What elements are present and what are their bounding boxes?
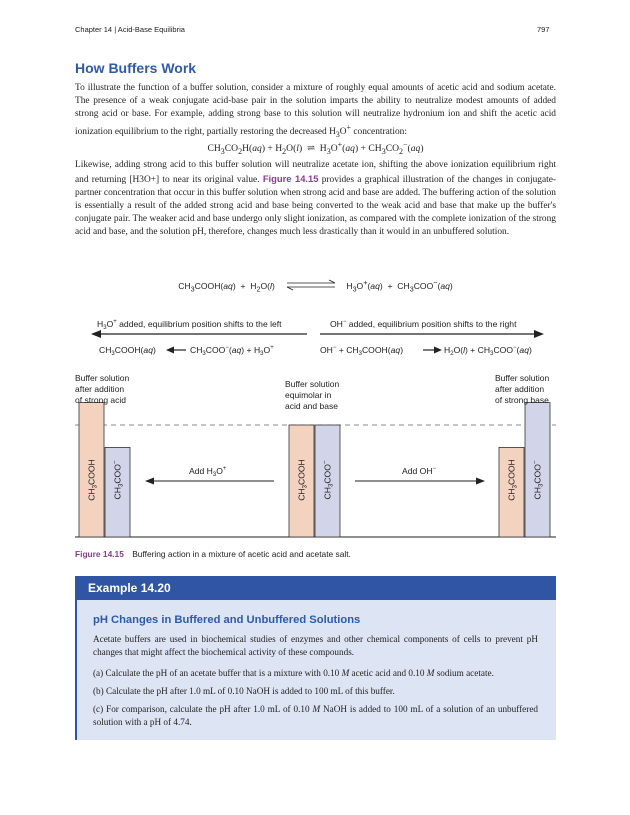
add-acid-label: Add $H_3O^+$ bbox=[189, 466, 227, 478]
right-shift-arrowhead bbox=[534, 330, 544, 338]
item-a-text-3: sodium acetate. bbox=[436, 668, 494, 678]
add-acid-arrowhead bbox=[145, 478, 154, 485]
add-base-arrowhead bbox=[476, 478, 485, 485]
label-after-base-line-2: after addition bbox=[495, 384, 545, 394]
item-a-tag: (a) bbox=[93, 668, 104, 678]
label-equimolar-line-3: acid and base bbox=[285, 401, 338, 411]
item-c-unit: M bbox=[312, 704, 321, 714]
example-left-rule bbox=[75, 600, 77, 740]
figure-link[interactable]: Figure 14.15 bbox=[262, 173, 319, 185]
label-equimolar-line-2: equimolar in bbox=[285, 390, 332, 400]
example-title: Example 14.20 bbox=[88, 581, 171, 595]
item-b-tag: (b) bbox=[93, 686, 104, 696]
right-reaction-arrowhead bbox=[434, 347, 442, 354]
item-a-unit-2: M bbox=[426, 668, 435, 678]
label-after-acid-line-1: Buffer solution bbox=[75, 373, 130, 383]
bar-label-acetate-3: $CH_3COO^-$ bbox=[532, 460, 545, 500]
left-reaction-arrowhead bbox=[166, 347, 174, 354]
item-a-unit-1: M bbox=[341, 668, 350, 678]
item-b-text: Calculate the pH after 1.0 mL of 0.10 NaOH is added to 100 mL of this buffer. bbox=[106, 686, 395, 696]
example-item-b bbox=[93, 685, 538, 698]
right-reaction-reactants: $OH^- + CH_3COOH(aq)$ bbox=[320, 345, 404, 357]
item-a-text-2: acetic acid and 0.10 bbox=[351, 668, 425, 678]
example-item-a bbox=[93, 667, 538, 680]
label-equimolar-line-1: Buffer solution bbox=[285, 379, 340, 389]
ionization-equation: $CH_3CO_2H(aq) + H_2O(l)$ ⇌ $H_3O^+(aq) + CH_3CO_2^-(aq)$ bbox=[207, 140, 424, 157]
example-intro: Acetate buffers are used in biochemical studies of enzymes and other chemical components of cells to prevent pH changes that might affect the biochemical activity of these compounds. bbox=[93, 634, 538, 657]
running-header-chapter: Chapter 14 | Acid-Base Equilibria bbox=[75, 25, 185, 34]
figure-main-equation: $CH_3COOH(aq) + H_2O(l)$ $H_3O^+(aq) + CH_3COO^-(aq)$ bbox=[178, 279, 453, 294]
example-title-bar bbox=[75, 576, 556, 600]
item-c-tag: (c) bbox=[93, 704, 104, 714]
item-a-text-1: Calculate the pH of an acetate buffer that is a mixture with 0.10 bbox=[105, 668, 340, 678]
example-heading: pH Changes in Buffered and Unbuffered Solutions bbox=[93, 614, 361, 626]
bar-label-acetate-2: $CH_3COO^-$ bbox=[322, 460, 335, 500]
example-box bbox=[75, 576, 556, 740]
equilibrium-reverse-head bbox=[287, 287, 293, 290]
bar-label-acetate-1: $CH_3COO^-$ bbox=[112, 460, 125, 500]
bar-label-acetic-acid-3: $CH_3COOH$ bbox=[506, 459, 519, 501]
left-reaction: $CH_3COOH(aq)$ bbox=[99, 345, 156, 357]
concentration-bars bbox=[79, 403, 550, 537]
figure-caption bbox=[75, 549, 351, 559]
page-number: 797 bbox=[537, 25, 550, 34]
label-after-base-line-1: Buffer solution bbox=[495, 373, 550, 383]
equilibrium-forward-head bbox=[329, 280, 335, 283]
bar-label-acetic-acid-1: $CH_3COOH$ bbox=[86, 459, 99, 501]
left-shift-label: $H_3O^+$ added, equilibrium position shifts to the left bbox=[97, 319, 282, 331]
right-shift-label: OH− added, equilibrium position shifts to the right bbox=[330, 319, 517, 329]
paragraph-2-part-b: provides a graphical illustration of the changes in conjugate-partner concentration that occur in this buffer solution when strong acid and base are added. The buffering action of the solution is essentially a result of the added strong acid and base being converted to the weak acid and base that make up the buffer's conjugate pair. The weaker acid and base undergo only slight ionization, as compared with the complete ionization of the strong acid and base, and the solution pH, therefore, changes much less drastically than it would in an unbuffered solution. bbox=[75, 175, 557, 238]
label-after-acid-line-3: of strong acid bbox=[75, 395, 127, 405]
paragraph-1-text: To illustrate the function of a buffer solution, consider a mixture of roughly equal amounts of acetic acid and sodium acetate. The presence of a weak conjugate acid-base pair in the solution imparts the ability to neutralize modest amounts of added strong acid or base. For example, adding strong base to this solution will neutralize hydronium ion and shift the acetic acid ionization equilibrium to the right, partially restoring the decreased $H_3O^+$ concentration: bbox=[75, 83, 556, 140]
label-after-base-line-3: of strong base bbox=[495, 395, 549, 405]
right-reaction-products: $H_2O(l) + CH_3COO^-(aq)$ bbox=[444, 345, 532, 357]
bar-label-acetic-acid-2: $CH_3COOH$ bbox=[296, 459, 309, 501]
label-after-base bbox=[495, 373, 549, 406]
paragraph-2-part-a: Likewise, adding strong acid to this buffer solution will neutralize acetate ion, shifting the above ionization equilibrium right and returning [H3O+] to near its original value. bbox=[75, 160, 556, 186]
label-after-acid bbox=[75, 373, 129, 406]
label-after-acid-line-2: after addition bbox=[75, 384, 125, 394]
left-reaction-products: $CH_3COO^-(aq) + H_3O^+$ bbox=[190, 345, 274, 357]
section-title: How Buffers Work bbox=[75, 60, 197, 76]
item-c-text-2: NaOH is added to 100 mL of a solution of an unbuffered solution with a pH of 4.74. bbox=[93, 704, 538, 727]
item-c-text-1: For comparison, calculate the pH after 1.0 mL of 0.10 bbox=[106, 704, 310, 714]
caption-text: Buffering action in a mixture of acetic acid and acetate salt. bbox=[132, 549, 351, 559]
example-item-c bbox=[93, 703, 538, 729]
caption-figure-number: Figure 14.15 bbox=[75, 549, 124, 559]
add-base-label: Add OH− bbox=[402, 466, 437, 476]
left-shift-arrowhead bbox=[91, 330, 101, 338]
label-equimolar bbox=[285, 379, 339, 412]
